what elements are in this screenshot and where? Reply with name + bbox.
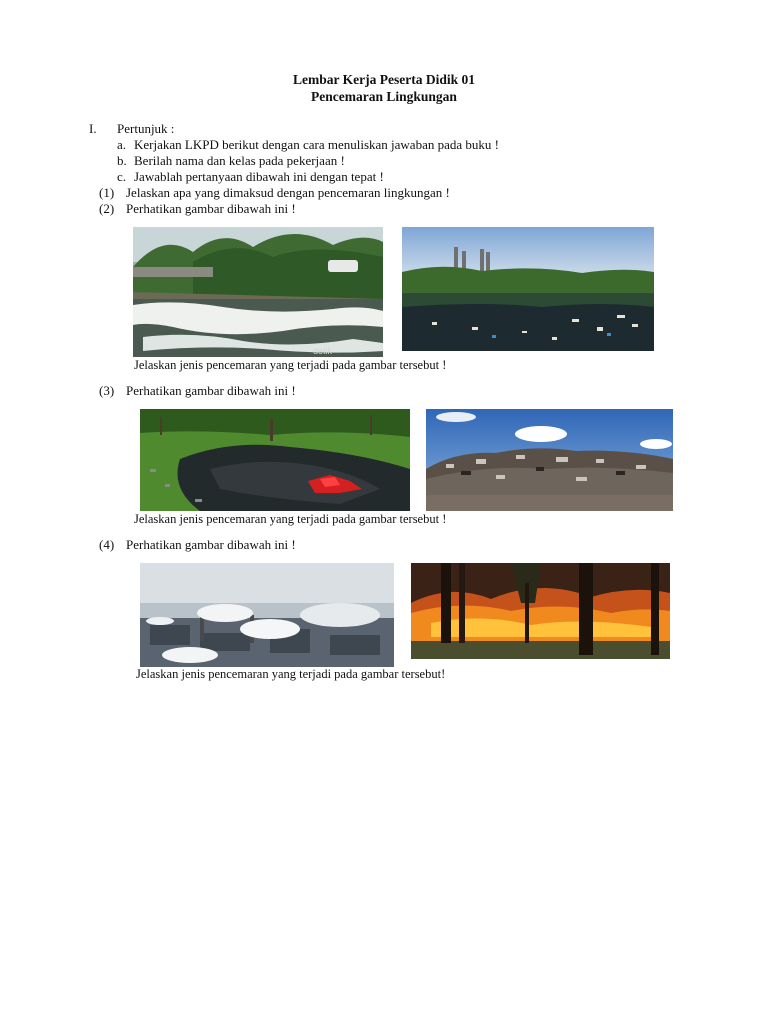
photo-trash-lake <box>402 227 654 351</box>
question-3-text: Perhatikan gambar dibawah ini ! <box>126 383 296 398</box>
question-1-text: Jelaskan apa yang dimaksud dengan pencemaran lingkungan ! <box>126 185 450 200</box>
photo-forest-fire <box>411 563 670 659</box>
instruction-marker-a: a. <box>117 137 127 152</box>
photo-garbage-dump <box>426 409 673 511</box>
question-3-caption: Jelaskan jenis pencemaran yang terjadi pada gambar tersebut ! <box>134 512 447 526</box>
question-2-text: Perhatikan gambar dibawah ini ! <box>126 201 296 216</box>
question-2-caption: Jelaskan jenis pencemaran yang terjadi pada gambar tersebut ! <box>134 358 447 372</box>
instruction-marker-b: b. <box>117 153 127 168</box>
question-2-number: (2) <box>99 201 115 216</box>
question-4-number: (4) <box>99 537 115 552</box>
instruction-a: Kerjakan LKPD berikut dengan cara menuliskan jawaban pada buku ! <box>134 137 499 152</box>
question-4-caption: Jelaskan jenis pencemaran yang terjadi pada gambar tersebut! <box>136 667 446 681</box>
instruction-b: Berilah nama dan kelas pada pekerjaan ! <box>134 153 345 168</box>
question-4-text: Perhatikan gambar dibawah ini ! <box>126 537 296 552</box>
photo-polluted-river <box>133 227 383 357</box>
instruction-marker-c: c. <box>117 169 127 184</box>
watermark-text: detik <box>313 346 333 356</box>
question-3-number: (3) <box>99 383 115 398</box>
section-number: I. <box>89 121 97 136</box>
section-label: Pertunjuk : <box>117 121 175 136</box>
question-1-number: (1) <box>99 185 115 200</box>
page-subtitle: Pencemaran Lingkungan <box>311 89 457 104</box>
page-title: Lembar Kerja Peserta Didik 01 <box>293 72 475 87</box>
instruction-c: Jawablah pertanyaan dibawah ini dengan tepat ! <box>134 169 384 184</box>
photo-factory-smoke <box>140 563 394 667</box>
photo-oil-spill-ground <box>140 409 410 511</box>
